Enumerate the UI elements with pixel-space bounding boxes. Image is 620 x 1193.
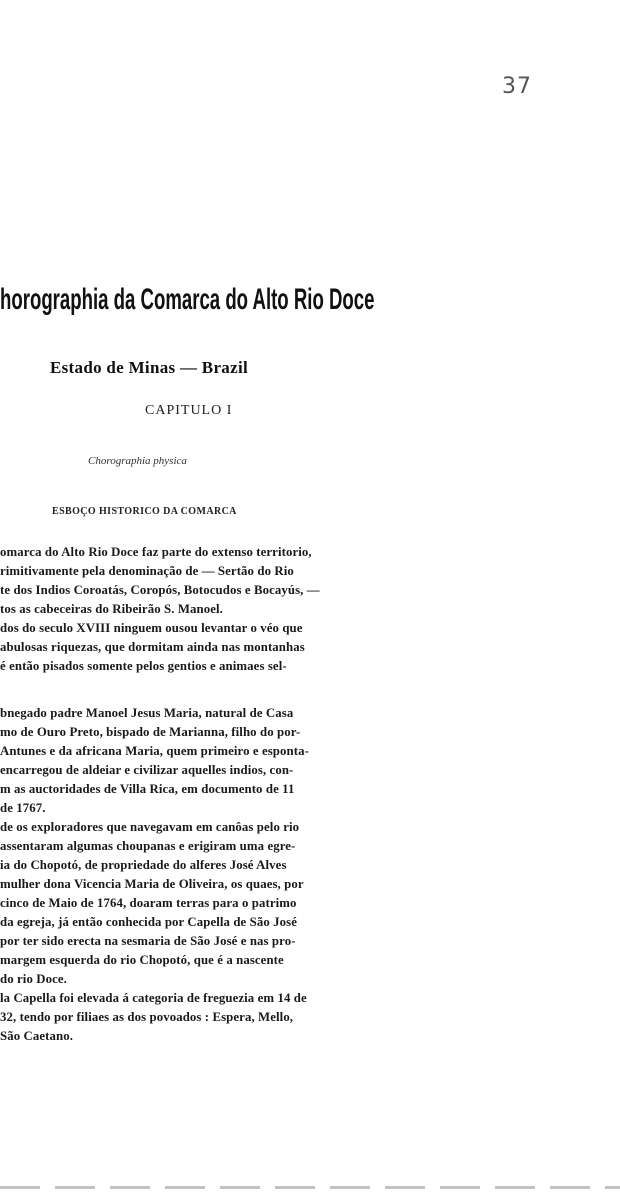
chapter-heading: CAPITULO I	[145, 403, 233, 418]
text-line: ia do Chopotó, de propriedade do alferes José Alves	[0, 858, 287, 872]
text-line: m as auctoridades de Villa Rica, em documento de 11	[0, 782, 295, 796]
text-line: abulosas riquezas, que dormitam ainda nas montanhas	[0, 640, 305, 654]
page-number: 37	[502, 74, 532, 99]
document-title: horographia da Comarca do Alto Rio Doce	[0, 283, 375, 316]
text-line: omarca do Alto Rio Doce faz parte do extenso territorio,	[0, 545, 312, 559]
text-line: assentaram algumas choupanas e erigiram uma egre-	[0, 839, 296, 853]
text-line: dos do seculo XVIII ninguem ousou levantar o véo que	[0, 621, 303, 635]
chapter-subtitle: Chorographia physica	[88, 455, 187, 467]
text-line: da egreja, já então conhecida por Capella de São José	[0, 915, 298, 929]
text-line: mo de Ouro Preto, bispado de Marianna, filho do por-	[0, 725, 301, 739]
text-line: Antunes e da africana Maria, quem primeiro e esponta-	[0, 744, 309, 758]
text-line: de os exploradores que navegavam em canôas pelo rio	[0, 820, 300, 834]
text-line: tos as cabeceiras do Ribeirão S. Manoel.	[0, 602, 223, 616]
text-line: do rio Doce.	[0, 972, 67, 986]
text-line: bnegado padre Manoel Jesus Maria, natural de Casa	[0, 706, 294, 720]
text-line: mulher dona Vicencia Maria de Oliveira, os quaes, por	[0, 877, 304, 891]
paragraph-1	[0, 543, 320, 676]
page-bottom-edge	[0, 1186, 620, 1189]
text-line: margem esquerda do rio Chopotó, que é a nascente	[0, 953, 284, 967]
text-line: rimitivamente pela denominação de — Sertão do Rio	[0, 564, 294, 578]
text-line: cinco de Maio de 1764, doaram terras para o patrimo	[0, 896, 297, 910]
text-line: por ter sido erecta na sesmaria de São José e nas pro-	[0, 934, 296, 948]
document-subtitle: Estado de Minas — Brazil	[50, 358, 248, 377]
text-line: 32, tendo por filiaes as dos povoados : Espera, Mello,	[0, 1010, 294, 1024]
paragraph-2	[0, 704, 309, 1046]
text-line: de 1767.	[0, 801, 46, 815]
text-line: la Capella foi elevada á categoria de freguezia em 14 de	[0, 991, 307, 1005]
text-line: encarregou de aldeiar e civilizar aquelles indios, con-	[0, 763, 294, 777]
text-line: te dos Indios Coroatás, Coropós, Botocudos e Bocayús, —	[0, 583, 320, 597]
text-line: é então pisados somente pelos gentios e animaes sel-	[0, 659, 287, 673]
section-heading: ESBOÇO HISTORICO DA COMARCA	[52, 506, 237, 517]
text-line: São Caetano.	[0, 1029, 74, 1043]
